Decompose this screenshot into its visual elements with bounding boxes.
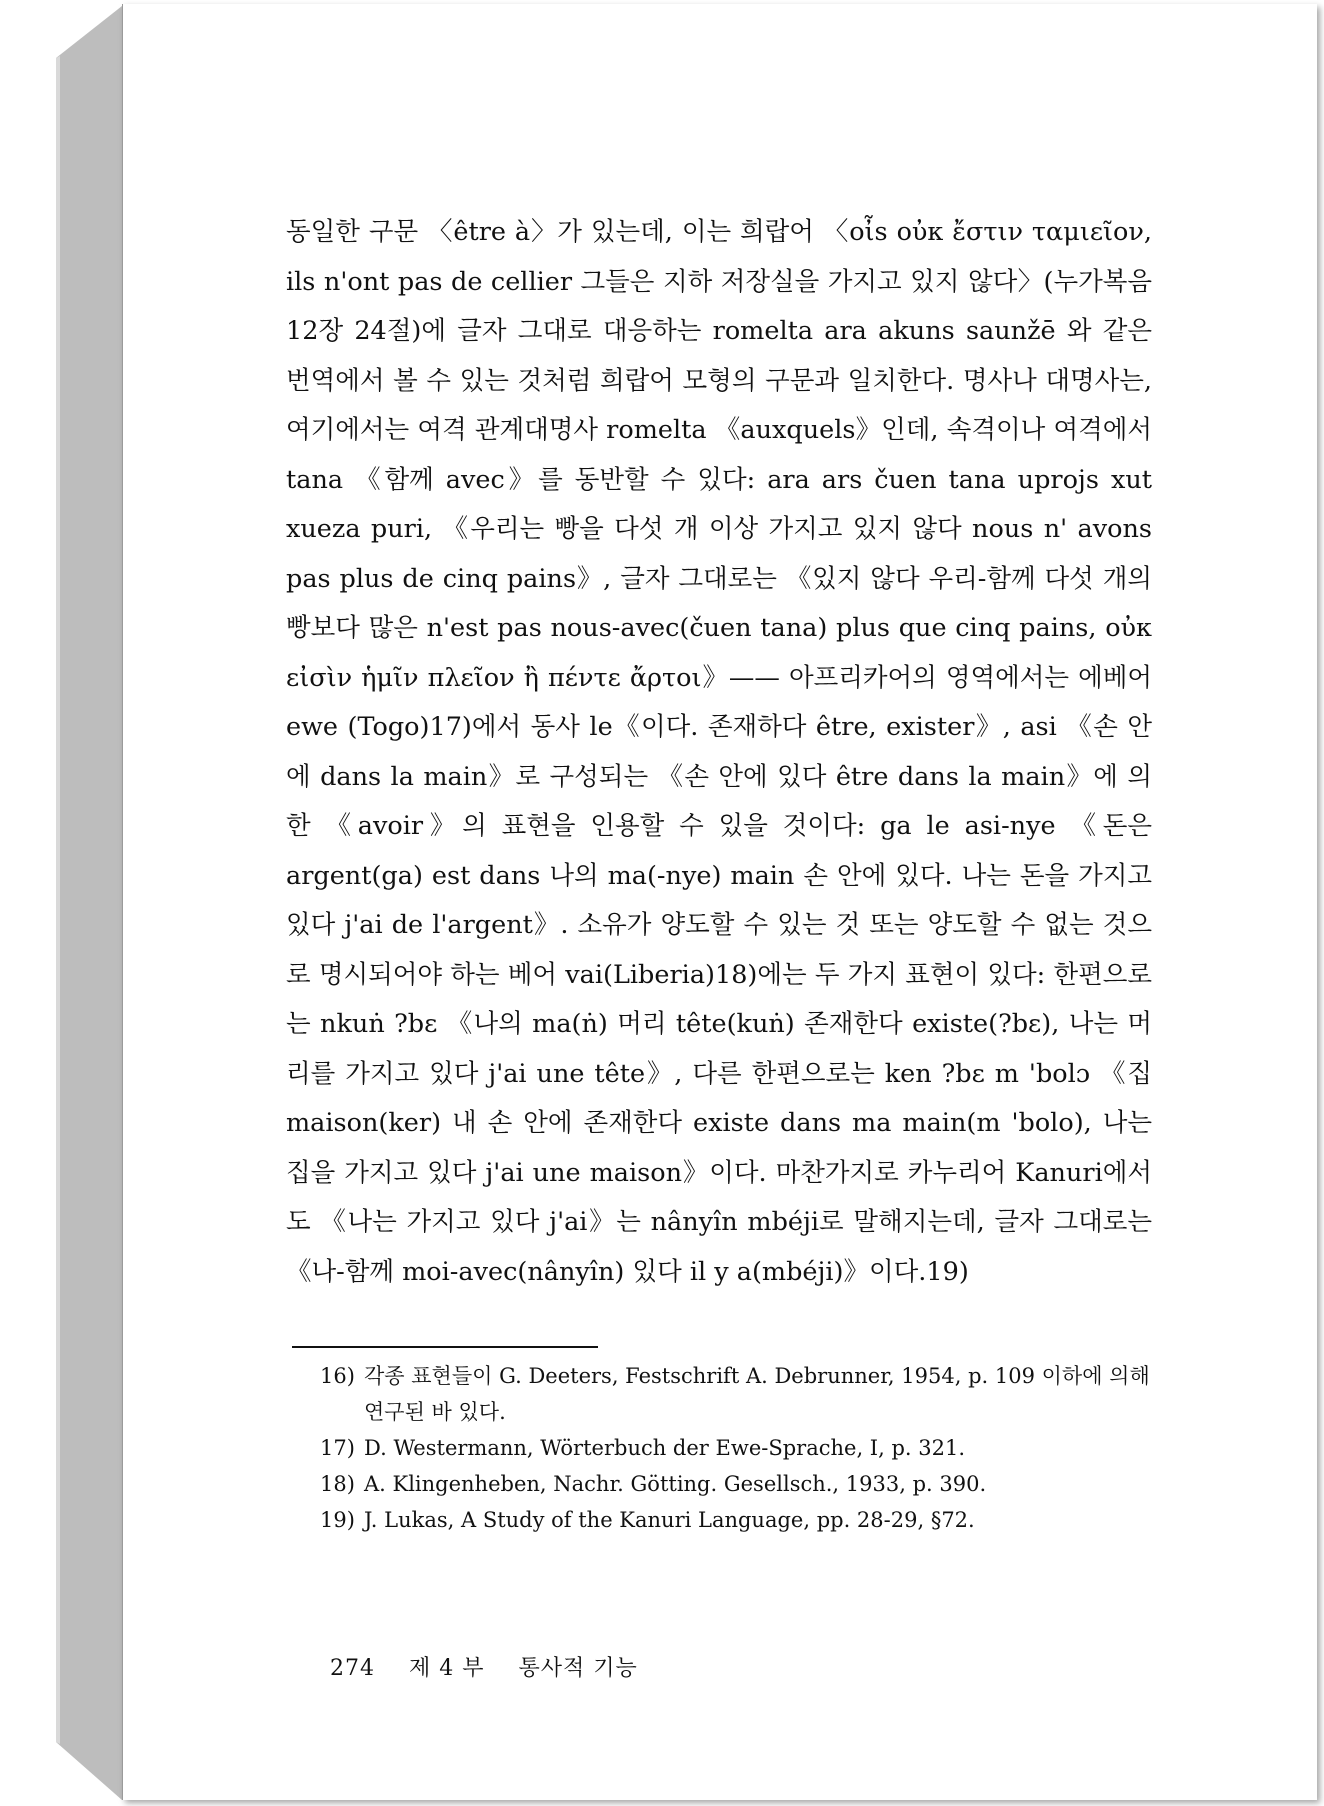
section-label: 통사적 기능	[518, 1656, 638, 1681]
footnote-number: 16)	[320, 1364, 355, 1388]
running-footer	[330, 1654, 664, 1684]
page-number: 274	[330, 1656, 375, 1681]
body-paragraph: 동일한 구문 〈être à〉가 있는데, 이는 희랍어 〈oἶs οὐκ ἔστιν ταμιεῖον, ils n'ont pas de cellier 그들은 지하 저장실을 가지고 있지 않다〉(누가복음 12장 24절)에 글자 그대로 대응하는 romelta ara akuns saunžē 와 같은 번역에서 볼 수 있는 것처럼 희랍어 모형의 구문과 일치한다. 명사나 대명사는, 여기에서는 여격 관계대명사 romelta 《auxquels》인데, 속격이나 여격에서 tana 《함께 avec》를 동반할 수 있다: ara ars čuen tana uprojs xut xueza puri, 《우리는 빵을 다섯 개 이상 가지고 있지 않다 nous n' avons pas plus de cinq pains》, 글자 그대로는 《있지 않다 우리-함께 다섯 개의 빵보다 많은 n'est pas nous-avec(čuen tana) plus que cinq pains, οὐκ εἰσὶν ἡμῖν πλεῖον ἢ πέντε ἄρτοι》—— 아프리카어의 영역에서는 에베어 ewe (Togo)17)에서 동사 le《이다. 존재하다 être, exister》, asi 《손 안에 dans la main》로 구성되는 《손 안에 있다 être dans la main》에 의한 《avoir》의 표현을 인용할 수 있을 것이다: ga le asi-nye 《돈은 argent(ga) est dans 나의 ma(-nye) main 손 안에 있다. 나는 돈을 가지고 있다 j'ai de l'argent》. 소유가 양도할 수 있는 것 또는 양도할 수 없는 것으로 명시되어야 하는 베어 vai(Liberia)18)에는 두 가지 표현이 있다: 한편으로는 nkuṅ ?bɛ 《나의 ma(ṅ) 머리 tête(kuṅ) 존재한다 existe(?bɛ), 나는 머리를 가지고 있다 j'ai une tête》, 다른 한편으로는 ken ?bɛ m 'bolɔ 《집 maison(ker) 내 손 안에 존재한다 existe dans ma main(m 'bolo), 나는 집을 가지고 있다 j'ai une maison》이다. 마찬가지로 카누리어 Kanuri에서도 《나는 가지고 있다 j'ai》는 nânyîn mbéji로 말해지는데, 글자 그대로는 《나-함께 moi-avec(nânyîn) 있다 il y a(mbéji)》이다.19)	[286, 217, 1152, 1287]
footnote-number: 18)	[320, 1472, 355, 1496]
footnote-text: A. Klingenheben, Nachr. Götting. Gesellsch., 1933, p. 390.	[364, 1472, 987, 1496]
footnote-text: 각종 표현들이 G. Deeters, Festschrift A. Debrunner, 1954, p. 109 이하에 의해 연구된 바 있다.	[364, 1364, 1150, 1424]
footnotes	[320, 1358, 1160, 1538]
footnote-17	[320, 1430, 1160, 1466]
part-label: 제 4 부	[409, 1656, 485, 1681]
footnote-text: J. Lukas, A Study of the Kanuri Language, pp. 28-29, §72.	[364, 1508, 975, 1532]
footnote-text: D. Westermann, Wörterbuch der Ewe-Sprache, Ⅰ, p. 321.	[364, 1436, 965, 1460]
footnote-19	[320, 1502, 1160, 1538]
footnote-number: 17)	[320, 1436, 355, 1460]
footnote-number: 19)	[320, 1508, 355, 1532]
footnote-16	[320, 1358, 1160, 1430]
footnote-divider	[292, 1346, 598, 1348]
body-text	[286, 208, 1152, 1297]
footnote-18	[320, 1466, 1160, 1502]
